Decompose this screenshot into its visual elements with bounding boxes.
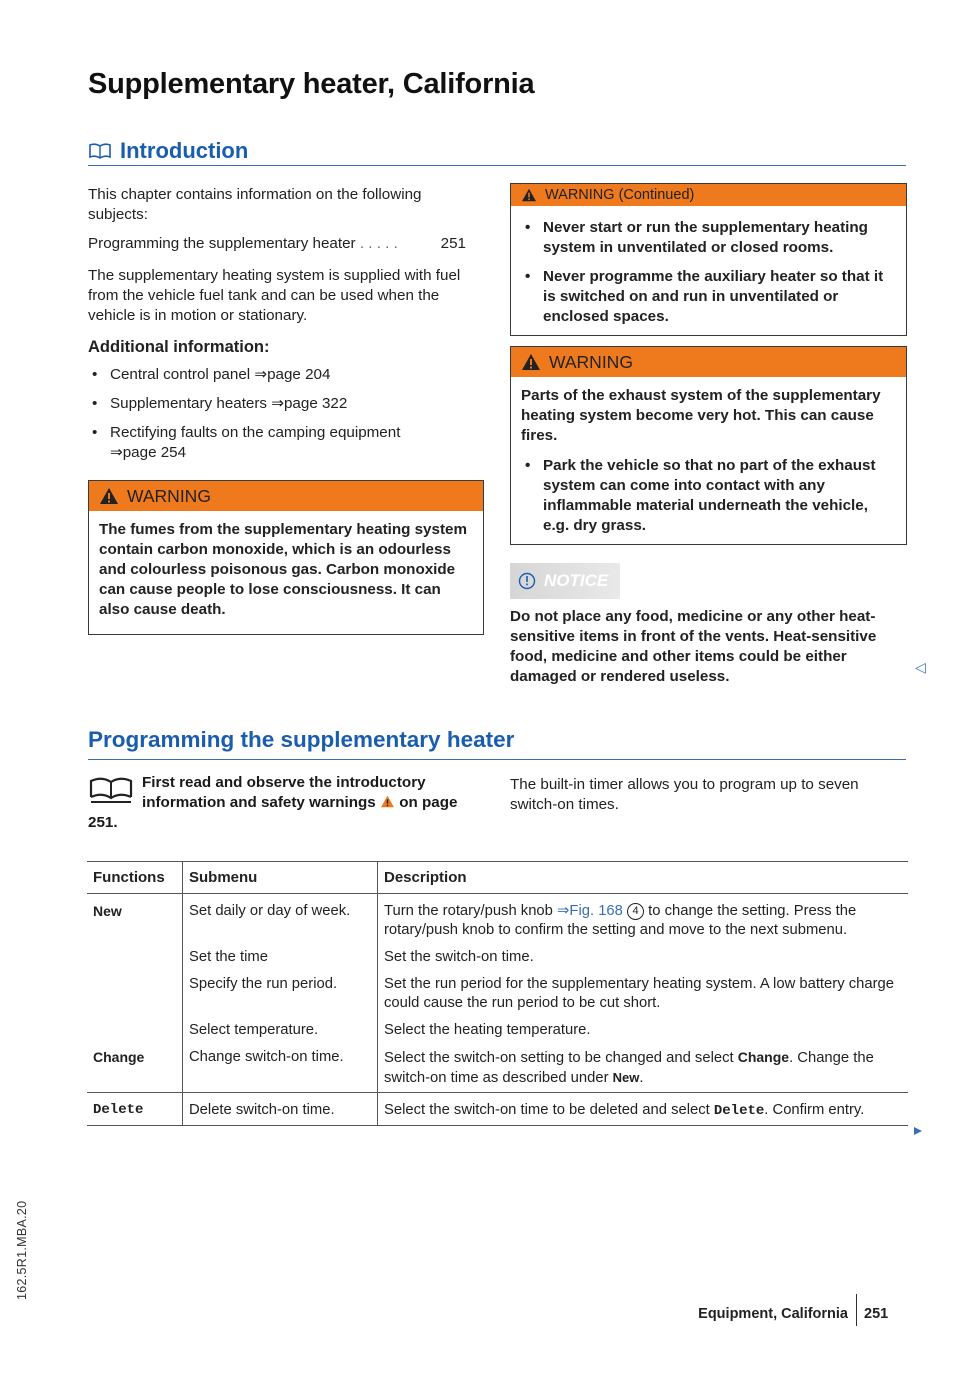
warning-continued-label: WARNING (Continued) (545, 187, 695, 203)
warning-label: WARNING (127, 485, 211, 506)
right-column (510, 183, 907, 687)
description-cell: Select the switch-on time to be deleted and select Delete. Confirm entry. (378, 1093, 909, 1126)
warning-label: WARNING (549, 351, 633, 372)
table-row (87, 1013, 908, 1040)
submenu-cell: Delete switch-on time. (183, 1093, 378, 1126)
table-row (87, 940, 908, 967)
notice-block (510, 563, 907, 687)
warning-triangle-icon (380, 795, 395, 808)
warning-header (511, 347, 906, 377)
callout-number: 4 (627, 903, 644, 920)
read-first-page-link[interactable]: page 251. (88, 794, 458, 831)
introduction-rule (88, 165, 906, 166)
warning-text: Parts of the exhaust system of the supplementary heating system become very hot. This can cause fires. (521, 387, 881, 444)
description-cell: Select the heating temperature. (378, 1013, 909, 1040)
notice-icon (518, 572, 536, 590)
table-row (87, 1040, 908, 1093)
introduction-heading (88, 138, 248, 164)
left-column (88, 185, 484, 635)
intro-lead: This chapter contains information on the following subjects: (88, 186, 422, 223)
programming-heading: Programming the supplementary heater (88, 727, 515, 752)
table-row (87, 894, 908, 941)
submenu-cell: Specify the run period. (183, 967, 378, 1013)
table-row (87, 1093, 908, 1126)
description-cell: Set the run period for the supplementary heating system. A low battery charge could cause the run period to be cut short. (378, 967, 909, 1013)
figure-reference-link[interactable]: ⇒Fig. 168 (557, 903, 623, 919)
page-number: 251 (864, 1306, 889, 1322)
read-first-text: First read and observe the introductory information and safety warnings on page 251. (88, 774, 458, 831)
warning-text: The fumes from the supplementary heating system contain carbon monoxide, which is an odourless and colourless poisonous gas. Carbon monoxide can cause people to lose consciousness. It can also cause death. (99, 521, 467, 618)
submenu-cell: Select temperature. (183, 1013, 378, 1040)
list-item: • Supplementary heaters ⇒page 322 (88, 394, 484, 414)
warning-triangle-icon (521, 188, 537, 202)
description-cell: Set the switch-on time. (378, 940, 909, 967)
function-cell: Delete (87, 1093, 183, 1126)
warning-triangle-icon (521, 353, 541, 371)
function-cell: New (93, 903, 122, 919)
description-cell: Turn the rotary/push knob ⇒Fig. 168 4 to change the setting. Press the rotary/push knob to confirm the setting and move to the next submenu. (378, 894, 909, 941)
timer-text: The built-in timer allows you to program up to seven switch-on times. (510, 776, 859, 813)
function-cell: Change (87, 1040, 183, 1093)
warning-box-2 (510, 346, 907, 545)
list-item: • Park the vehicle so that no part of the exhaust system can come into contact with any inflammable material underneath the vehicle, e.g. dry grass. (521, 456, 896, 536)
description-cell: Select the switch-on setting to be changed and select Change. Change the switch-on time as described under New. (378, 1040, 909, 1093)
table-row (87, 967, 908, 1013)
submenu-cell: Change switch-on time. (183, 1040, 378, 1093)
notice-label: NOTICE (544, 571, 609, 590)
table-header-row (87, 862, 908, 894)
warning-box-1 (88, 480, 484, 635)
end-of-section-mark: ◁ (915, 659, 926, 675)
warning-continued-header (511, 184, 906, 206)
notice-text: Do not place any food, medicine or any other heat-sensitive items in front of the vents. Heat-sensitive food, medicine and other items could be either damaged or rendered useless. (510, 608, 877, 685)
list-item: • Never start or run the supplementary heating system in unventilated or closed rooms. (521, 218, 896, 258)
list-item: • Central control panel ⇒page 204 (88, 365, 484, 385)
column-header: Submenu (183, 862, 378, 894)
warning-triangle-icon (99, 487, 119, 505)
submenu-cell: Set the time (183, 940, 378, 967)
list-item: • Rectifying faults on the camping equipment ⇒page 254 (88, 423, 484, 463)
warning-header (89, 481, 483, 511)
toc-entry[interactable] (88, 234, 484, 254)
document-code: 162.5R1.MBA.20 (15, 1200, 29, 1300)
list-item: • Never programme the auxiliary heater so that it is switched on and run in unventilated or enclosed spaces. (521, 267, 896, 327)
introduction-heading-text: Introduction (120, 138, 249, 163)
book-icon (88, 142, 112, 160)
column-header: Description (378, 862, 909, 894)
submenu-cell: Set daily or day of week. (183, 894, 378, 941)
intro-body: The supplementary heating system is supplied with fuel from the vehicle fuel tank and can be used when the vehicle is in motion or stationary. (88, 267, 461, 324)
read-first-block (88, 773, 484, 833)
book-icon (88, 773, 134, 805)
footer-section: Equipment, California (698, 1306, 848, 1322)
warning-continued-box (510, 183, 907, 336)
programming-rule (88, 759, 906, 760)
additional-list (88, 365, 484, 463)
continue-arrow-icon (912, 1125, 924, 1137)
column-header: Functions (87, 862, 183, 894)
additional-heading: Additional information: (88, 338, 270, 356)
notice-badge (510, 563, 620, 599)
toc-label: Programming the supplementary heater . . . . . (88, 235, 398, 252)
toc-page: 251 (440, 235, 466, 252)
page-title: Supplementary heater, California (88, 68, 535, 100)
footer-divider (856, 1294, 857, 1326)
functions-table (87, 861, 908, 1126)
